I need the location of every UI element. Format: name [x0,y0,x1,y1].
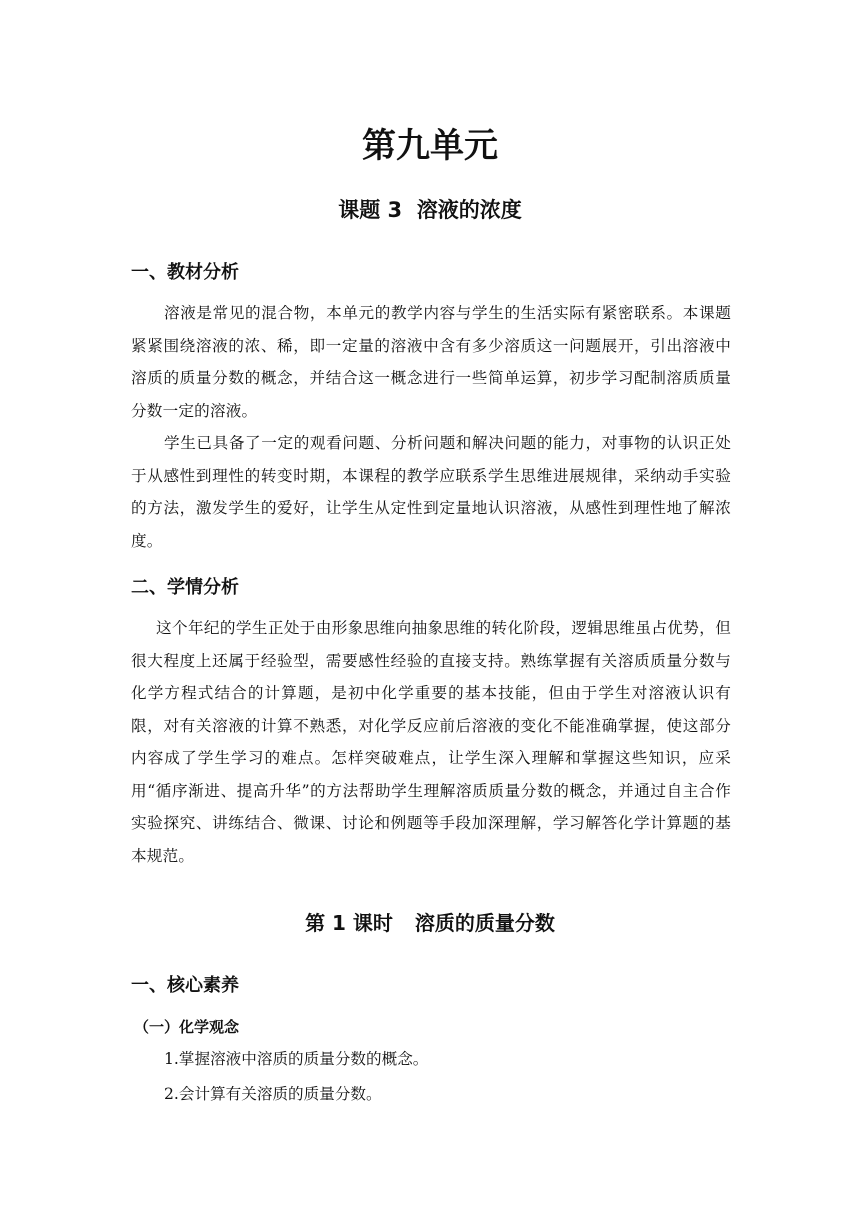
paragraph-learner-analysis: 这个年纪的学生正处于由形象思维向抽象思维的转化阶段，逻辑思维虽占优势，但很大程度上还属于经验型，需要感性经验的直接支持。熟练掌握有关溶质质量分数与化学方程式结合的计算题，是初中化学重要的基本技能，但由于学生对溶液认识有限，对有关溶液的计算不熟悉，对化学反应前后溶液的变化不能准确掌握，使这部分内容成了学生学习的难点。怎样突破难点，让学生深入理解和掌握这些知识，应采用“循序渐进、提高升华”的方法帮助学生理解溶质质量分数的概念，并通过自主合作实验探究、讲练结合、微课、讨论和例题等手段加深理解，学习解答化学计算题的基本规范。 [131,619,731,865]
lesson-name: 溶质的质量分数 [414,911,555,935]
lesson-title [0,907,860,939]
section-heading-textbook-analysis: 一、教材分析 [131,262,239,283]
list-item: 1.掌握溶液中溶质的质量分数的概念。 [164,1050,429,1068]
list-item: 2.会计算有关溶质的质量分数。 [164,1085,382,1103]
lesson-label: 第 1 课时 [305,911,393,935]
subheading-chemical-concept: （一）化学观念 [134,1018,240,1036]
section-heading-learner-analysis: 二、学情分析 [131,577,239,598]
paragraph-textbook-analysis-1: 溶液是常见的混合物，本单元的教学内容与学生的生活实际有紧密联系。本课题紧紧围绕溶液的浓、稀，即一定量的溶液中含有多少溶质这一问题展开，引出溶液中溶质的质量分数的概念，并结合这一概念进行一些简单运算，初步学习配制溶质质量分数一定的溶液。 [131,304,731,420]
section-heading-core-literacy: 一、核心素养 [131,975,239,996]
unit-title: 第九单元 [362,126,498,166]
topic-title: 课题 3 溶液的浓度 [338,198,522,222]
paragraph-textbook-analysis-2: 学生已具备了一定的观看问题、分析问题和解决问题的能力，对事物的认识正处于从感性到理性的转变时期，本课程的教学应联系学生思维进展规律，采纳动手实验的方法，激发学生的爱好，让学生从定性到定量地认识溶液，从感性到理性地了解浓度。 [131,434,731,550]
